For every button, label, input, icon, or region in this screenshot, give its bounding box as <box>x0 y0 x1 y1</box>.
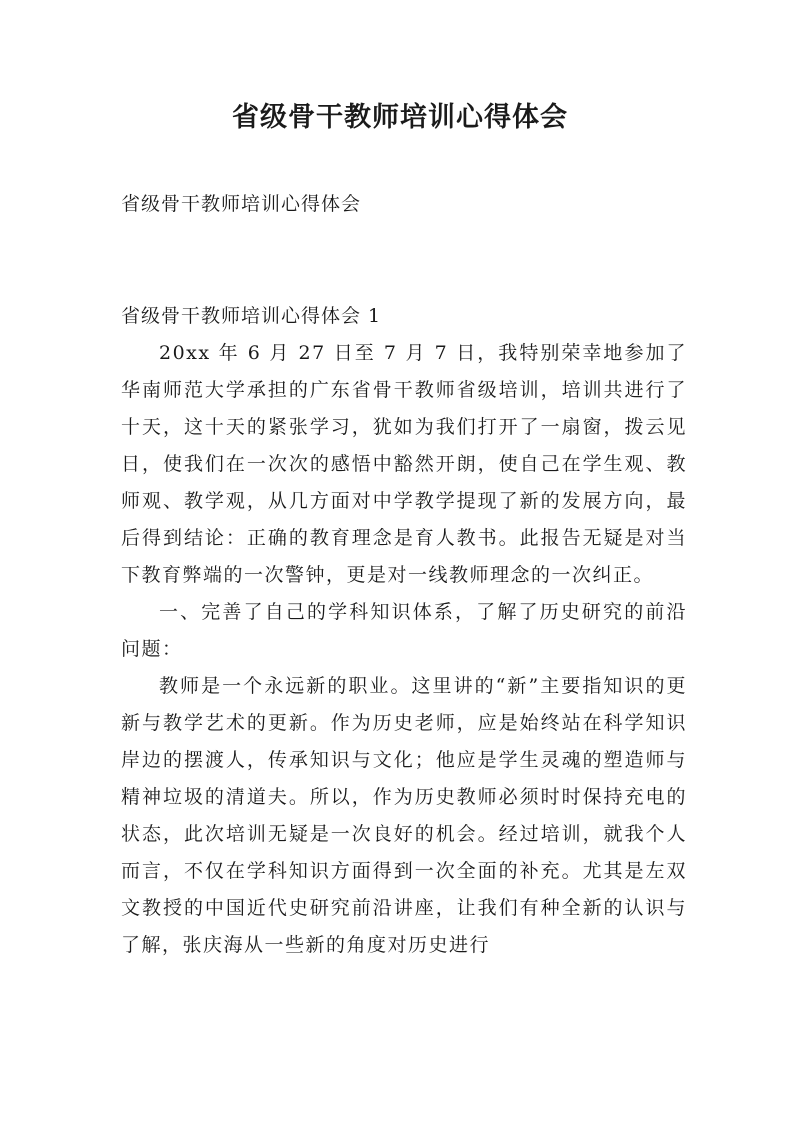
paragraph: 教师是一个永远新的职业。这里讲的“新”主要指知识的更新与教学艺术的更新。作为历史老师，应是始终站在科学知识岸边的摆渡人，传承知识与文化；他应是学生灵魂的塑造师与精神垃圾的清道夫。所以，作为历史教师必须时时保持充电的状态，此次培训无疑是一次良好的机会。经过培训，就我个人而言，不仅在学科知识方面得到一次全面的补充。尤其是左双文教授的中国近代史研究前沿讲座，让我们有种全新的认识与了解，张庆海从一些新的角度对历史进行 <box>121 675 687 956</box>
section-heading: 省级骨干教师培训心得体会 1 <box>121 305 382 327</box>
document-subtitle: 省级骨干教师培训心得体会 <box>121 193 362 215</box>
paragraph: 20xx 年 6 月 27 日至 7 月 7 日，我特别荣幸地参加了华南师范大学承担的广东省骨干教师省级培训，培训共进行了十天，这十天的紧张学习，犹如为我们打开了一扇窗，拨云见日，使我们在一次次的感悟中豁然开朗，使自己在学生观、教师观、教学观，从几方面对中学教学提现了新的发展方向，最后得到结论：正确的教育理念是育人教书。此报告无疑是对当下教育弊端的一次警钟，更是对一线教师理念的一次纠正。 <box>121 342 687 586</box>
document-title: 省级骨干教师培训心得体会 <box>232 102 568 133</box>
document-body <box>121 335 687 964</box>
paragraph: 一、完善了自己的学科知识体系，了解了历史研究的前沿问题： <box>121 601 687 660</box>
